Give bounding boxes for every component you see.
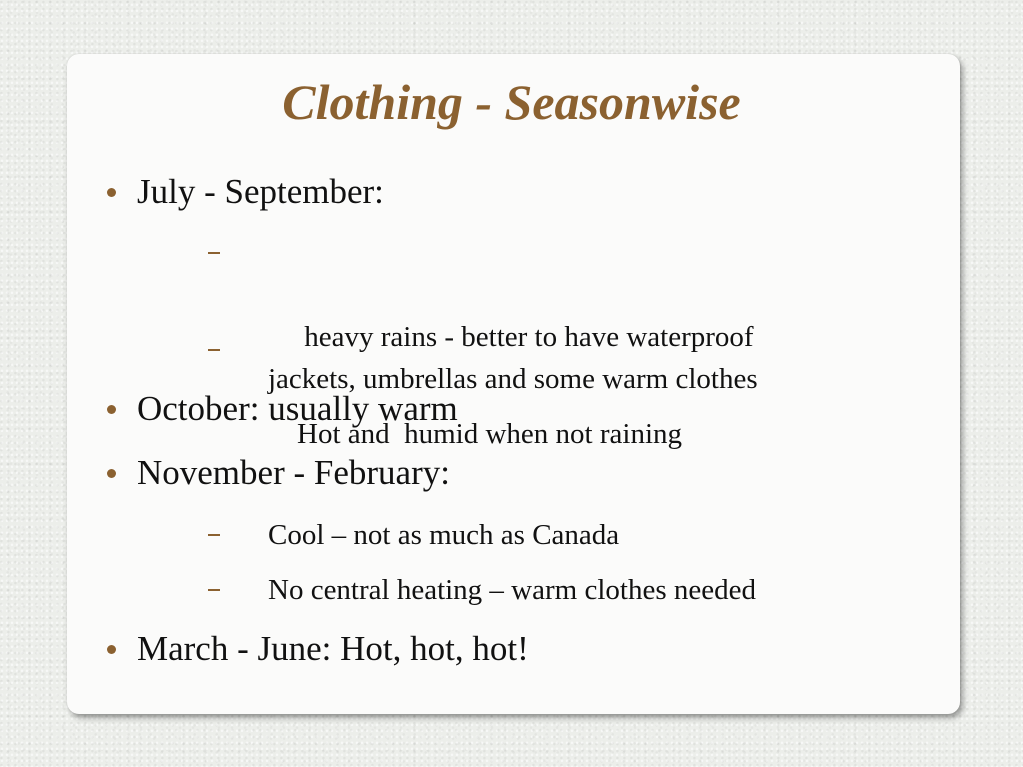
bullet-text: July - September: <box>137 172 384 211</box>
sub-bullet-text: Hot and humid when not raining <box>297 418 683 450</box>
bullet-march-june <box>137 629 529 669</box>
bullet-dot-icon <box>107 645 116 654</box>
slide-title: Clothing - Seasonwise <box>282 74 741 130</box>
sub-bullet-line-2: jackets, umbrellas and some warm clothes <box>268 363 758 395</box>
sub-bullet-dash-icon <box>208 589 220 591</box>
sub-bullet-cool <box>268 514 619 556</box>
sub-bullet-text: Cool – not as much as Canada <box>268 519 620 551</box>
bullet-october <box>137 389 458 429</box>
sub-bullet-dash-icon <box>208 534 220 536</box>
bullet-text: March - June: Hot, hot, hot! <box>137 629 529 668</box>
bullet-dot-icon <box>107 188 116 197</box>
sub-bullet-no-central-heating <box>268 569 756 611</box>
bullet-november-february <box>137 453 450 493</box>
sub-bullet-dash-icon <box>208 349 220 351</box>
sub-bullet-dash-icon <box>208 252 220 254</box>
bullet-dot-icon <box>107 469 116 478</box>
bullet-july-september <box>137 172 384 212</box>
sub-bullet-line-1: heavy rains - better to have waterproof <box>297 321 754 353</box>
sub-bullet-text: No central heating – warm clothes needed <box>268 574 756 606</box>
bullet-text: October: usually warm <box>137 389 458 428</box>
bullet-dot-icon <box>107 405 116 414</box>
bullet-text: November - February: <box>137 453 450 492</box>
